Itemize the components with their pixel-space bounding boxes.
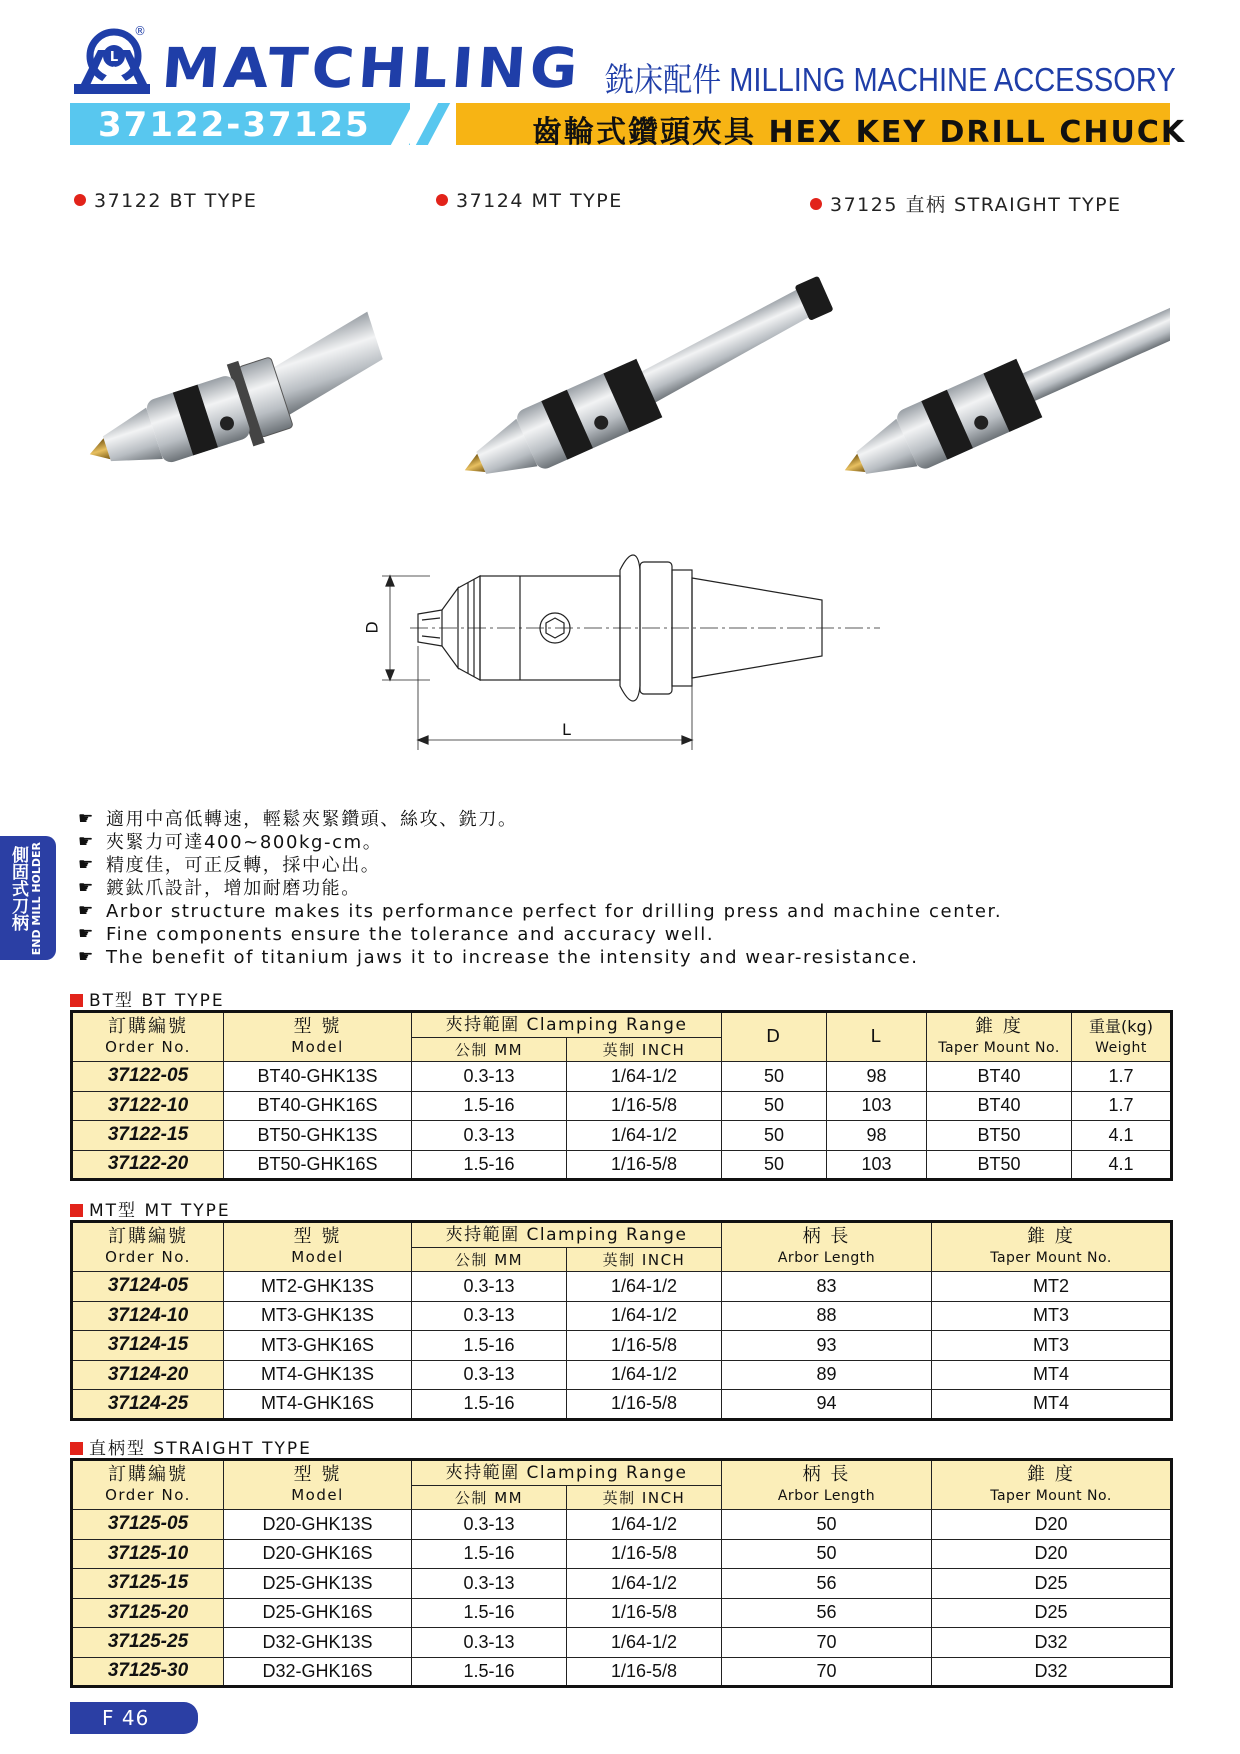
cell-mm: 0.3-13 [412,1360,567,1390]
cell-taper: D20 [932,1539,1172,1569]
col-taper [927,1012,1072,1062]
cell-l: 98 [827,1121,927,1151]
cell-model: BT50-GHK13S [224,1121,412,1151]
col-inch: 英制 INCH [567,1248,722,1272]
side-tab-zh: 側固式刀柄 [8,846,28,931]
header-label: 型 號 [293,1226,342,1247]
cell-mm: 1.5-16 [412,1091,567,1121]
header-label: 錐 度 [975,1015,1023,1037]
cell-mm: 1.5-16 [412,1390,567,1420]
dimension-l-label: L [562,720,571,739]
cell-inch: 1/64-1/2 [567,1569,722,1599]
cell-taper: MT4 [932,1360,1172,1390]
header-label: 柄 長 [802,1225,851,1247]
cell-arbor: 93 [722,1331,932,1361]
pointing-hand-icon: ☛ [78,855,95,875]
cell-d: 50 [722,1062,827,1092]
dimension-d-label: D [362,621,382,634]
cell-taper: D25 [932,1569,1172,1599]
straight-chuck-photo [832,291,1170,499]
cell-model: BT40-GHK13S [224,1062,412,1092]
col-arbor-length [722,1460,932,1510]
cell-inch: 1/64-1/2 [567,1301,722,1331]
cell-inch: 1/16-5/8 [567,1150,722,1180]
cell-model: MT3-GHK16S [224,1331,412,1361]
cell-mm: 0.3-13 [412,1272,567,1302]
table-row [72,1539,1172,1569]
col-l: L [827,1012,927,1062]
cell-taper: MT3 [932,1331,1172,1361]
table-row [72,1598,1172,1628]
product-photos [70,260,1170,510]
header-label: Model [291,1038,344,1056]
cell-order: 37125-10 [72,1539,224,1569]
table-row [72,1628,1172,1658]
cell-mm: 0.3-13 [412,1301,567,1331]
cell-d: 50 [722,1121,827,1151]
col-order [72,1222,224,1272]
cell-inch: 1/64-1/2 [567,1062,722,1092]
cell-mm: 0.3-13 [412,1121,567,1151]
cell-arbor: 56 [722,1598,932,1628]
cell-taper: D20 [932,1510,1172,1540]
feature-item: ☛ 鍍鈦爪設計，增加耐磨功能。 [78,878,361,899]
cell-model: MT2-GHK13S [224,1272,412,1302]
cell-taper: BT40 [927,1062,1072,1092]
cell-inch: 1/16-5/8 [567,1331,722,1361]
section-title-bt: BT型 BT TYPE [70,986,225,1011]
cell-order: 37125-30 [72,1657,224,1687]
cell-order: 37124-20 [72,1360,224,1390]
col-order [72,1460,224,1510]
pointing-hand-icon: ☛ [78,924,95,944]
cell-model: BT40-GHK16S [224,1091,412,1121]
table-row [72,1091,1172,1121]
square-bullet-icon [70,1442,83,1455]
brand-emblem-icon [72,28,150,96]
product-title: 齒輪式鑽頭夾具 HEX KEY DRILL CHUCK [532,115,1187,150]
feature-list [78,808,1078,969]
cell-mm: 0.3-13 [412,1062,567,1092]
section-title-mt: MT型 MT TYPE [70,1196,231,1221]
feature-item: ☛ 適用中高低轉速，輕鬆夾緊鑽頭、絲攻、銑刀。 [78,809,518,830]
cell-mm: 1.5-16 [412,1150,567,1180]
col-taper [932,1222,1172,1272]
cell-mm: 0.3-13 [412,1569,567,1599]
header-label: 錐 度 [1027,1225,1075,1247]
col-inch: 英制 INCH [567,1486,722,1510]
bt-chuck-photo [74,312,396,496]
col-weight [1072,1012,1172,1062]
cell-mm: 1.5-16 [412,1539,567,1569]
cell-taper: BT40 [927,1091,1072,1121]
cell-taper: MT2 [932,1272,1172,1302]
cell-mm: 1.5-16 [412,1657,567,1687]
header-label: Arbor Length [777,1249,876,1266]
cell-order: 37124-05 [72,1272,224,1302]
cell-model: D25-GHK16S [224,1598,412,1628]
cell-order: 37122-20 [72,1150,224,1180]
pointing-hand-icon: ☛ [78,947,95,967]
pointing-hand-icon: ☛ [78,832,95,852]
cell-order: 37122-05 [72,1062,224,1092]
col-order [72,1012,224,1062]
cell-inch: 1/16-5/8 [567,1598,722,1628]
header-label: 錐 度 [1027,1463,1075,1485]
cell-model: D32-GHK13S [224,1628,412,1658]
title-band [70,103,1187,150]
cell-inch: 1/16-5/8 [567,1091,722,1121]
cell-arbor: 83 [722,1272,932,1302]
side-tab [0,836,56,960]
cell-order: 37125-25 [72,1628,224,1658]
cell-mm: 0.3-13 [412,1628,567,1658]
cell-model: MT4-GHK16S [224,1390,412,1420]
bullet-dot-icon [74,194,86,206]
cell-weight: 1.7 [1072,1062,1172,1092]
table-row [72,1062,1172,1092]
cell-inch: 1/64-1/2 [567,1628,722,1658]
dimension-diagram [370,540,890,760]
col-mm: 公制 MM [412,1486,567,1510]
product-codes: 37122-37125 [98,105,371,145]
col-mm: 公制 MM [412,1038,567,1062]
col-inch: 英制 INCH [567,1038,722,1062]
table-row [72,1569,1172,1599]
cell-arbor: 70 [722,1657,932,1687]
header-label: Taper Mount No. [938,1039,1060,1056]
header-label: 訂購編號 [108,1464,188,1485]
cell-order: 37125-05 [72,1510,224,1540]
header-label: Taper Mount No. [990,1487,1112,1504]
brand-name: MATCHLING [159,35,584,101]
cell-taper: MT4 [932,1390,1172,1420]
header-label: Order No. [105,1248,191,1266]
header-label: 訂購編號 [108,1226,188,1247]
header-label: Order No. [105,1486,191,1504]
feature-item: ☛ 精度佳，可正反轉，採中心出。 [78,855,381,876]
cell-inch: 1/16-5/8 [567,1390,722,1420]
table-row [72,1150,1172,1180]
cell-taper: BT50 [927,1121,1072,1151]
col-taper [932,1460,1172,1510]
cell-mm: 1.5-16 [412,1331,567,1361]
header-label: Order No. [105,1038,191,1056]
type-label-mt: 37124 MT TYPE [436,190,623,212]
feature-item: ☛ Arbor structure makes its performance perfect for drilling press and machine center. [78,901,1003,922]
cell-model: BT50-GHK16S [224,1150,412,1180]
header-label: Weight [1095,1039,1147,1056]
cell-arbor: 89 [722,1360,932,1390]
category-title: 銑床配件 MILLING MACHINE ACCESSORY [605,61,1176,98]
cell-l: 103 [827,1091,927,1121]
cell-l: 103 [827,1150,927,1180]
col-arbor-length [722,1222,932,1272]
cell-weight: 4.1 [1072,1150,1172,1180]
cell-inch: 1/64-1/2 [567,1510,722,1540]
cell-arbor: 50 [722,1539,932,1569]
cell-order: 37125-15 [72,1569,224,1599]
cell-order: 37122-15 [72,1121,224,1151]
header-label: Model [291,1486,344,1504]
header-label: 柄 長 [802,1463,851,1485]
table-row [72,1301,1172,1331]
table-row [72,1657,1172,1687]
cell-order: 37124-25 [72,1390,224,1420]
cell-inch: 1/64-1/2 [567,1360,722,1390]
bt-spec-table [70,1010,1173,1181]
pointing-hand-icon: ☛ [78,901,95,921]
col-model [224,1222,412,1272]
cell-inch: 1/16-5/8 [567,1657,722,1687]
cell-taper: D32 [932,1628,1172,1658]
cell-arbor: 50 [722,1510,932,1540]
pointing-hand-icon: ☛ [78,878,95,898]
cell-taper: MT3 [932,1301,1172,1331]
cell-weight: 1.7 [1072,1091,1172,1121]
bullet-dot-icon [436,194,448,206]
type-label-straight: 37125 直柄 STRAIGHT TYPE [810,190,1122,217]
cell-mm: 0.3-13 [412,1510,567,1540]
cell-arbor: 56 [722,1569,932,1599]
cell-taper: D25 [932,1598,1172,1628]
cell-inch: 1/16-5/8 [567,1539,722,1569]
cell-model: D20-GHK13S [224,1510,412,1540]
straight-spec-table [70,1458,1173,1688]
col-model [224,1460,412,1510]
mt-spec-table [70,1220,1173,1421]
col-model [224,1012,412,1062]
cell-inch: 1/64-1/2 [567,1272,722,1302]
svg-text:L: L [109,50,119,65]
feature-item: ☛ Fine components ensure the tolerance and accuracy well. [78,924,715,945]
type-label-bt: 37122 BT TYPE [74,190,257,212]
cell-order: 37125-20 [72,1598,224,1628]
table-row [72,1510,1172,1540]
cell-model: D25-GHK13S [224,1569,412,1599]
pointing-hand-icon: ☛ [78,809,95,829]
cell-model: MT3-GHK13S [224,1301,412,1331]
feature-item: ☛ The benefit of titanium jaws it to increase the intensity and wear-resistance. [78,947,919,968]
header-label: 重量(kg) [1089,1016,1153,1036]
header-label: 型 號 [293,1464,342,1485]
brand-logo [72,24,612,101]
table-row [72,1390,1172,1420]
cell-taper: BT50 [927,1150,1072,1180]
registered-mark: ® [134,24,146,38]
cell-arbor: 94 [722,1390,932,1420]
cell-arbor: 88 [722,1301,932,1331]
cell-l: 98 [827,1062,927,1092]
section-title-straight: 直柄型 STRAIGHT TYPE [70,1434,312,1459]
bullet-dot-icon [810,198,822,210]
cell-order: 37124-15 [72,1331,224,1361]
table-row [72,1272,1172,1302]
cell-taper: D32 [932,1657,1172,1687]
header-label: Arbor Length [777,1487,876,1504]
cell-arbor: 70 [722,1628,932,1658]
cell-model: D32-GHK16S [224,1657,412,1687]
header-label: Taper Mount No. [990,1249,1112,1266]
col-clamping-range: 夾持範圍 Clamping Range [412,1222,722,1248]
cell-model: MT4-GHK13S [224,1360,412,1390]
header-label: 型 號 [293,1016,342,1037]
table-row [72,1331,1172,1361]
col-clamping-range: 夾持範圍 Clamping Range [412,1460,722,1486]
table-row [72,1121,1172,1151]
square-bullet-icon [70,1204,83,1217]
side-tab-en: END MILL HOLDER [30,842,43,956]
header-label: 訂購編號 [108,1016,188,1037]
table-row [72,1360,1172,1390]
col-clamping-range: 夾持範圍 Clamping Range [412,1012,722,1038]
cell-d: 50 [722,1150,827,1180]
col-mm: 公制 MM [412,1248,567,1272]
cell-model: D20-GHK16S [224,1539,412,1569]
cell-d: 50 [722,1091,827,1121]
mt-chuck-photo [451,276,845,500]
cell-weight: 4.1 [1072,1121,1172,1151]
cell-inch: 1/64-1/2 [567,1121,722,1151]
cell-mm: 1.5-16 [412,1598,567,1628]
col-d: D [722,1012,827,1062]
square-bullet-icon [70,994,83,1007]
cell-order: 37124-10 [72,1301,224,1331]
feature-item: ☛ 夾緊力可達400~800kg-cm。 [78,832,383,853]
cell-order: 37122-10 [72,1091,224,1121]
header-label: Model [291,1248,344,1266]
page-number: F 46 [70,1702,198,1734]
